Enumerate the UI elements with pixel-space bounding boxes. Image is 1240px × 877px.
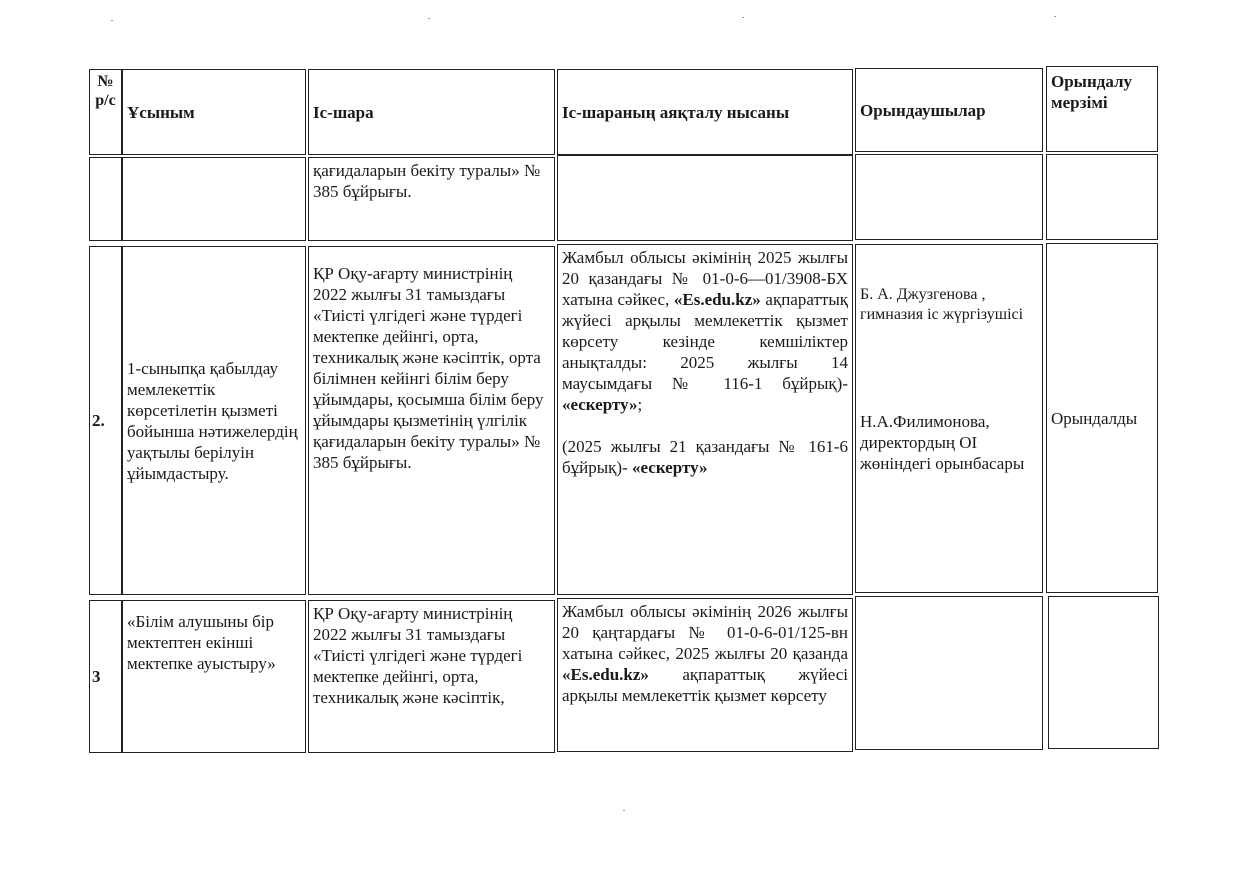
system-name: «Es.edu.kz» bbox=[562, 665, 649, 684]
row2-status: Орындалды bbox=[1051, 408, 1138, 428]
header-action bbox=[308, 69, 555, 155]
header-deadline bbox=[1046, 66, 1158, 152]
row2-action-cell bbox=[308, 246, 555, 595]
row3-completion-cell bbox=[557, 598, 853, 752]
row3-deadline-cell bbox=[1048, 596, 1159, 749]
cont-completion-cell bbox=[557, 155, 853, 241]
scan-speck bbox=[428, 18, 430, 19]
row3-num-cell bbox=[89, 600, 122, 753]
executor-1: Б. А. Джузгенова , гимназия іс жүргізушісі bbox=[860, 286, 1024, 323]
row3-proposal-text: «Білім алушыны бір мектептен екінші мектепке ауыстыру» bbox=[127, 612, 276, 673]
scan-speck bbox=[742, 17, 744, 18]
row2-num-cell bbox=[89, 246, 122, 595]
system-name: «Es.edu.kz» bbox=[673, 290, 761, 309]
row2-executors-cell bbox=[855, 244, 1043, 593]
row3-completion-text: Жамбыл облысы әкімінің 2026 жылғы 20 қаңтардағы № 01-0-6-01/125-вн хатына сәйкес, 2025 жылғы 20 қазанда bbox=[562, 602, 848, 663]
row3-action-cell bbox=[308, 600, 555, 753]
row2-completion-para2 bbox=[562, 436, 848, 478]
cont-proposal-cell bbox=[122, 157, 306, 241]
paragraph-spacer bbox=[562, 415, 848, 436]
row2-completion-para1 bbox=[562, 247, 848, 415]
row3-completion-text: ақпараттық жүйесі арқылы мемлекеттік қызмет көрсету bbox=[562, 665, 848, 705]
warning-label: «ескерту» bbox=[562, 395, 638, 414]
cont-deadline-cell bbox=[1046, 154, 1158, 240]
row3-num: 3 bbox=[92, 667, 101, 686]
executor-2: Н.А.Филимонова, директордың ОІ жөніндегі орынбасары bbox=[860, 412, 1025, 473]
header-action-label: Іс-шара bbox=[313, 102, 374, 122]
row2-completion-text: (2025 жылғы 21 қазандағы № 161-6 бұйрық)- bbox=[562, 437, 848, 477]
cont-num-cell bbox=[89, 157, 122, 241]
header-num bbox=[89, 69, 122, 155]
scan-speck bbox=[623, 810, 625, 811]
row2-proposal-text: 1-сыныпқа қабылдау мемлекеттік көрсетілетін қызметі бойынша нәтижелердің уақтылы берілуін ұйымдастыру. bbox=[127, 358, 298, 483]
row2-deadline-cell bbox=[1046, 243, 1158, 593]
cont-action-cell bbox=[308, 157, 555, 241]
cont-executors-cell bbox=[855, 154, 1043, 240]
row2-action-text: ҚР Оқу-ағарту министрінің 2022 жылғы 31 тамыздағы «Тиісті үлгідегі және түрдегі мектепке дейінгі, орта, техникалық және кәсіптік, орта білімнен кейінгі білім беру ұйымдары, қосымша білім беру ұйымдары қызметінің үлгілік қағидаларын бекіту туралы» № 385 бұйрығы. bbox=[313, 264, 544, 472]
scan-speck bbox=[111, 20, 113, 21]
header-executors-label: Орындаушылар bbox=[860, 100, 986, 120]
row3-executors-cell bbox=[855, 596, 1043, 750]
row2-num: 2. bbox=[92, 411, 105, 430]
header-completion-form bbox=[557, 69, 853, 155]
row2-proposal-cell bbox=[122, 246, 306, 595]
row2-completion-cell bbox=[557, 244, 853, 595]
scan-speck bbox=[1054, 16, 1056, 17]
header-proposal-label: Ұсыным bbox=[127, 102, 195, 122]
row3-action-text: ҚР Оқу-ағарту министрінің 2022 жылғы 31 тамыздағы «Тиісті үлгідегі және түрдегі мектепке дейінгі, орта, техникалық және кәсіптік, bbox=[313, 604, 523, 707]
header-completion-form-label: Іс-шараның аяқталу нысаны bbox=[562, 102, 790, 122]
header-deadline-label: Орындалу мерзімі bbox=[1051, 72, 1133, 112]
row2-completion-text: ақпараттық жүйесі арқылы мемлекеттік қызмет көрсету кезінде кемшіліктер анықталды: 2025 жылғы 14 маусымдағы № 116-1 бұйрық)- bbox=[562, 290, 848, 393]
header-proposal bbox=[122, 69, 306, 155]
header-num-label: № р/с bbox=[95, 73, 116, 109]
row2-completion-text: Жамбыл облысы әкімінің 2025 жылғы 20 қазандағы № 01-0-6—01/3908-БХ хатына сәйкес, bbox=[562, 248, 848, 309]
cont-action-text: қағидаларын бекіту туралы» № 385 бұйрығы. bbox=[313, 161, 541, 201]
warning-label: «ескерту» bbox=[632, 458, 708, 477]
row3-proposal-cell bbox=[122, 600, 306, 753]
header-executors bbox=[855, 68, 1043, 152]
row2-completion-text: ; bbox=[637, 395, 643, 414]
